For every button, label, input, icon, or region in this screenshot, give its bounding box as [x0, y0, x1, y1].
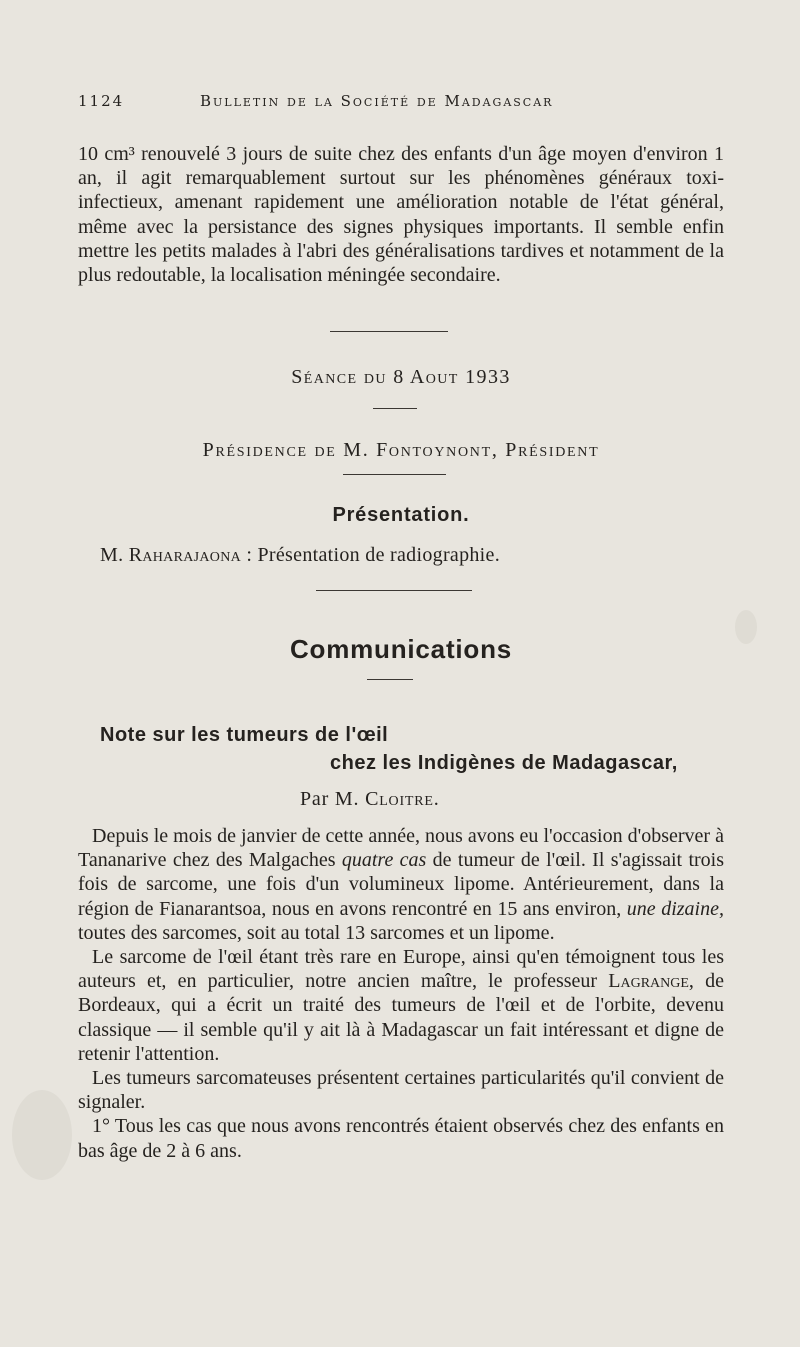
note-title-line-1: Note sur les tumeurs de l'œil [100, 724, 389, 746]
section-rule [330, 331, 448, 332]
speaker-name: Raharajaona [128, 544, 242, 566]
body-paragraph [78, 824, 724, 945]
paragraph-text: toutes des sarcomes, soit au total 13 sarcomes et un lipome. [78, 921, 555, 944]
paragraph-text: de tumeur de l'œil. Il s'agissait trois fois de sarcome, une fois d'un volumineux lipome. Antérieurement, dans la région de Fianarantsoa, nous en avons rencontré en 15 ans environ, [78, 849, 724, 920]
body-paragraph [78, 945, 724, 1066]
paper-stain [735, 610, 757, 644]
professor-name: Lagrange [608, 970, 689, 993]
author-line [300, 788, 440, 811]
article-body [78, 824, 724, 1163]
note-title-line-2: chez les Indigènes de Madagascar, [330, 752, 678, 774]
italic-phrase: quatre cas [341, 849, 427, 872]
presentation-heading: Présentation. [332, 504, 470, 526]
presentation-entry [100, 544, 500, 567]
presentation-item: Présentation de radiographie. [257, 544, 501, 566]
running-head [78, 92, 726, 116]
author-prefix: Par M. [300, 788, 360, 810]
paragraph-text: Depuis le mois de janvier de cette année, nous avons eu l'occasion d'observer à Tananarive chez des Malgaches [78, 825, 724, 872]
body-paragraph: Les tumeurs sarcomateuses présentent certaines particularités qu'il convient de signaler. [78, 1067, 724, 1114]
session-title: Séance du 8 Aout 1933 [291, 366, 511, 388]
paragraph-text: , de Bordeaux, qui a écrit un traité des tumeurs de l'œil et de l'orbite, devenu classique — il semble qu'il y ait là à Madagascar un fait intéressant et digne de retenir l'attention. [78, 970, 724, 1065]
presidency-line: Présidence de M. Fontoynont, Président [202, 439, 600, 461]
speaker-title: M. [100, 544, 124, 566]
author-name: Cloitre. [365, 788, 440, 810]
presentation-rule [316, 590, 472, 591]
presidency-rule [343, 474, 446, 475]
communications-rule [367, 679, 413, 680]
body-paragraph: 1° Tous les cas que nous avons rencontrés étaient observés chez des enfants en bas âge de 2 à 6 ans. [78, 1115, 724, 1162]
paragraph-text: Le sarcome de l'œil étant très rare en Europe, ainsi qu'en témoignent tous les auteurs et, en particulier, notre ancien maître, le professeur [78, 946, 724, 993]
journal-title: Bulletin de la Société de Madagascar [200, 92, 554, 110]
session-rule [373, 408, 417, 409]
communications-heading: Communications [289, 634, 513, 664]
italic-phrase: une dizaine, [626, 897, 724, 920]
page-number: 1124 [78, 92, 125, 110]
paper-stain [12, 1090, 72, 1180]
opening-paragraph: 10 cm³ renouvelé 3 jours de suite chez des enfants d'un âge moyen d'environ 1 an, il agit remarquablement surtout sur les phénomènes généraux toxi-infectieux, amenant rapidement une amélioration notable de l'état général, même avec la persistance des signes physiques importants. Il semble enfin mettre les petits malades à l'abri des généralisations tardives et notamment de la plus redoutable, la localisation méningée secondaire. [78, 143, 724, 287]
entry-separator: : [246, 544, 253, 566]
